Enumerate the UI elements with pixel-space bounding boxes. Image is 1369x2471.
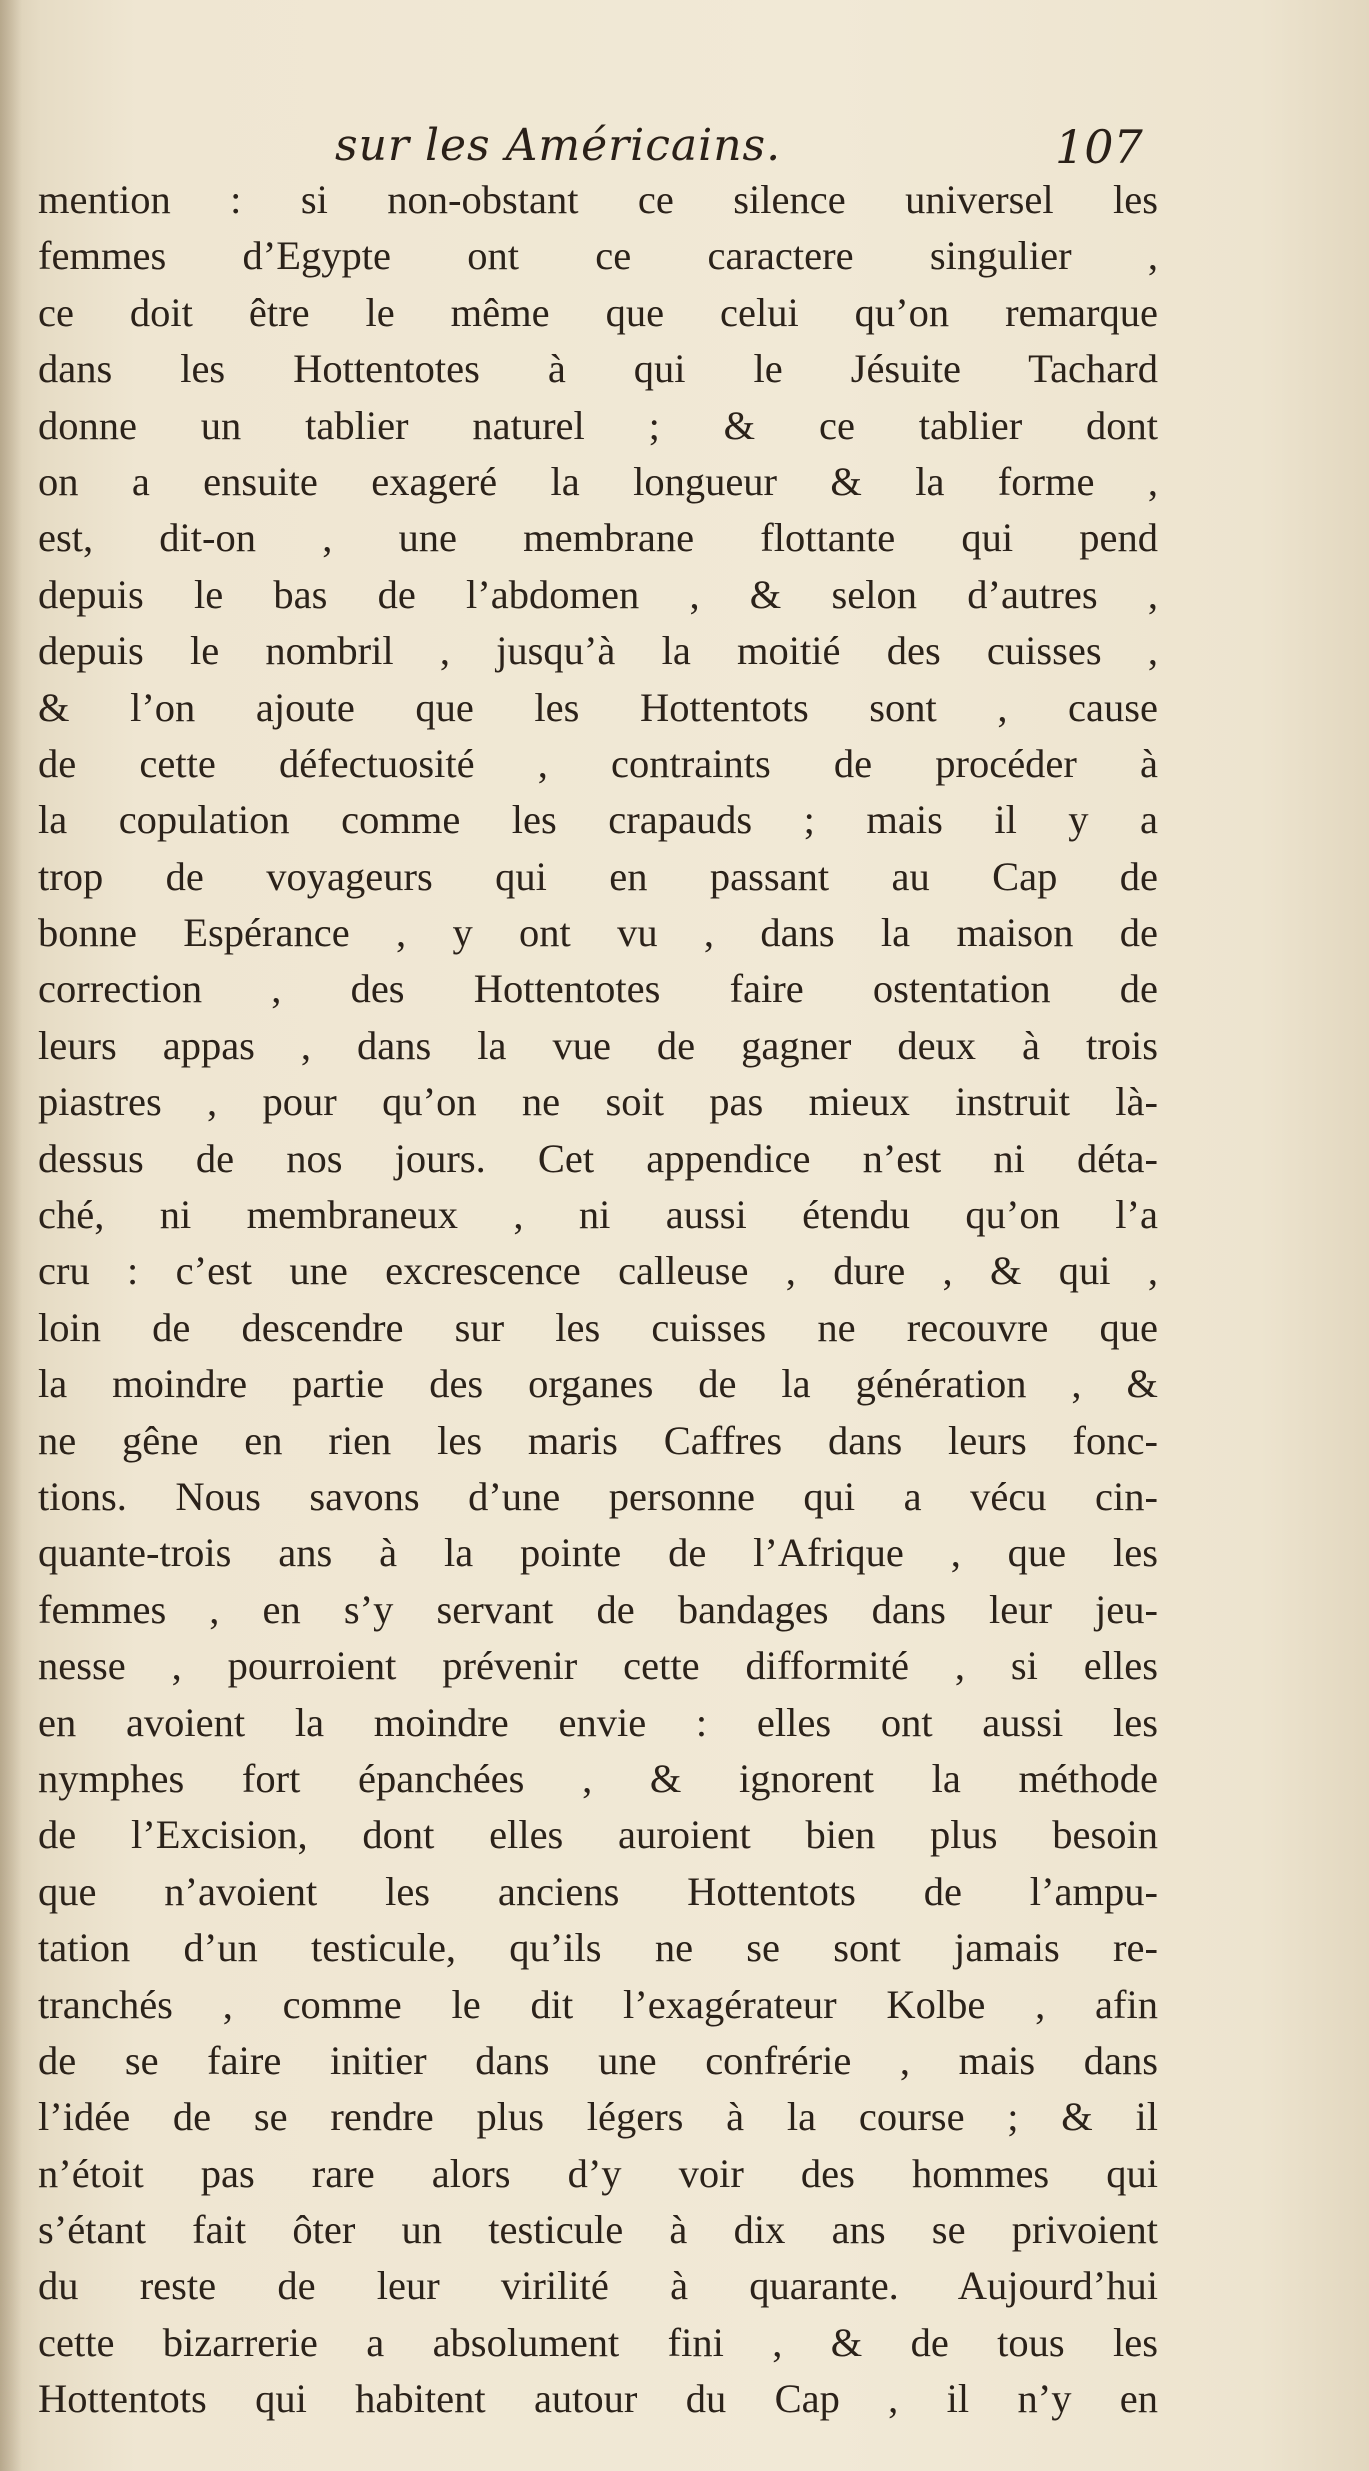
text-line: nesse , pourroient prévenir cette difformité , si elles [38, 1643, 1158, 1689]
text-line: loin de descendre sur les cuisses ne recouvre que [38, 1304, 1158, 1350]
text-line: correction , des Hottentotes faire ostentation de [38, 966, 1158, 1012]
text-line: quante-trois ans à la pointe de l’Afrique , que les [38, 1530, 1158, 1576]
text-line: leurs appas , dans la vue de gagner deux à trois [38, 1022, 1158, 1068]
text-line: depuis le nombril , jusqu’à la moitié des cuisses , [38, 628, 1158, 674]
gutter-shadow [0, 0, 22, 2471]
page-number: 107 [1055, 120, 1143, 174]
text-line: en avoient la moindre envie : elles ont aussi les [38, 1699, 1158, 1745]
body-text [38, 172, 1158, 2428]
text-line: piastres , pour qu’on ne soit pas mieux instruit là- [38, 1079, 1158, 1125]
page-header [0, 120, 1369, 180]
text-line: tions. Nous savons d’une personne qui a vécu cin- [38, 1473, 1158, 1519]
text-line: dans les Hottentotes à qui le Jésuite Tachard [38, 346, 1158, 392]
text-line: s’étant fait ôter un testicule à dix ans se privoient [38, 2207, 1158, 2253]
text-line: tation d’un testicule, qu’ils ne se sont jamais re- [38, 1925, 1158, 1971]
text-line: bonne Espérance , y ont vu , dans la maison de [38, 910, 1158, 956]
text-line: ne gêne en rien les maris Caffres dans leurs fonc- [38, 1417, 1158, 1463]
text-line: femmes , en s’y servant de bandages dans leur jeu- [38, 1586, 1158, 1632]
text-line: depuis le bas de l’abdomen , & selon d’autres , [38, 571, 1158, 617]
text-line: & l’on ajoute que les Hottentots sont , cause [38, 684, 1158, 730]
text-line: dessus de nos jours. Cet appendice n’est ni déta- [38, 1135, 1158, 1181]
text-line: donne un tablier naturel ; & ce tablier dont [38, 402, 1158, 448]
text-line: Hottentots qui habitent autour du Cap , il n’y en [38, 2376, 1158, 2422]
text-line: femmes d’Egypte ont ce caractere singulier , [38, 233, 1158, 279]
text-line: est, dit-on , une membrane flottante qui pend [38, 515, 1158, 561]
text-line: de cette défectuosité , contraints de procéder à [38, 740, 1158, 786]
text-line: mention : si non-obstant ce silence universel les [38, 177, 1158, 222]
running-title: sur les Américains. [335, 120, 782, 171]
text-line: que n’avoient les anciens Hottentots de l’ampu- [38, 1868, 1158, 1914]
text-line: la copulation comme les crapauds ; mais il y a [38, 797, 1158, 843]
text-line: ce doit être le même que celui qu’on remarque [38, 289, 1158, 335]
text-line: cette bizarrerie a absolument fini , & de tous les [38, 2319, 1158, 2365]
text-line: l’idée de se rendre plus légers à la course ; & il [38, 2094, 1158, 2140]
text-line: trop de voyageurs qui en passant au Cap de [38, 853, 1158, 899]
text-line: de l’Excision, dont elles auroient bien plus besoin [38, 1812, 1158, 1858]
text-line: la moindre partie des organes de la génération , & [38, 1361, 1158, 1407]
text-line: cru : c’est une excrescence calleuse , dure , & qui , [38, 1248, 1158, 1294]
text-line: ché, ni membraneux , ni aussi étendu qu’on l’a [38, 1192, 1158, 1238]
text-line: tranchés , comme le dit l’exagérateur Kolbe , afin [38, 1981, 1158, 2027]
text-line: de se faire initier dans une confrérie , mais dans [38, 2037, 1158, 2083]
text-line: du reste de leur virilité à quarante. Aujourd’hui [38, 2263, 1158, 2309]
text-line: n’étoit pas rare alors d’y voir des hommes qui [38, 2150, 1158, 2196]
text-line: on a ensuite exageré la longueur & la forme , [38, 458, 1158, 504]
text-line: nymphes fort épanchées , & ignorent la méthode [38, 1755, 1158, 1801]
